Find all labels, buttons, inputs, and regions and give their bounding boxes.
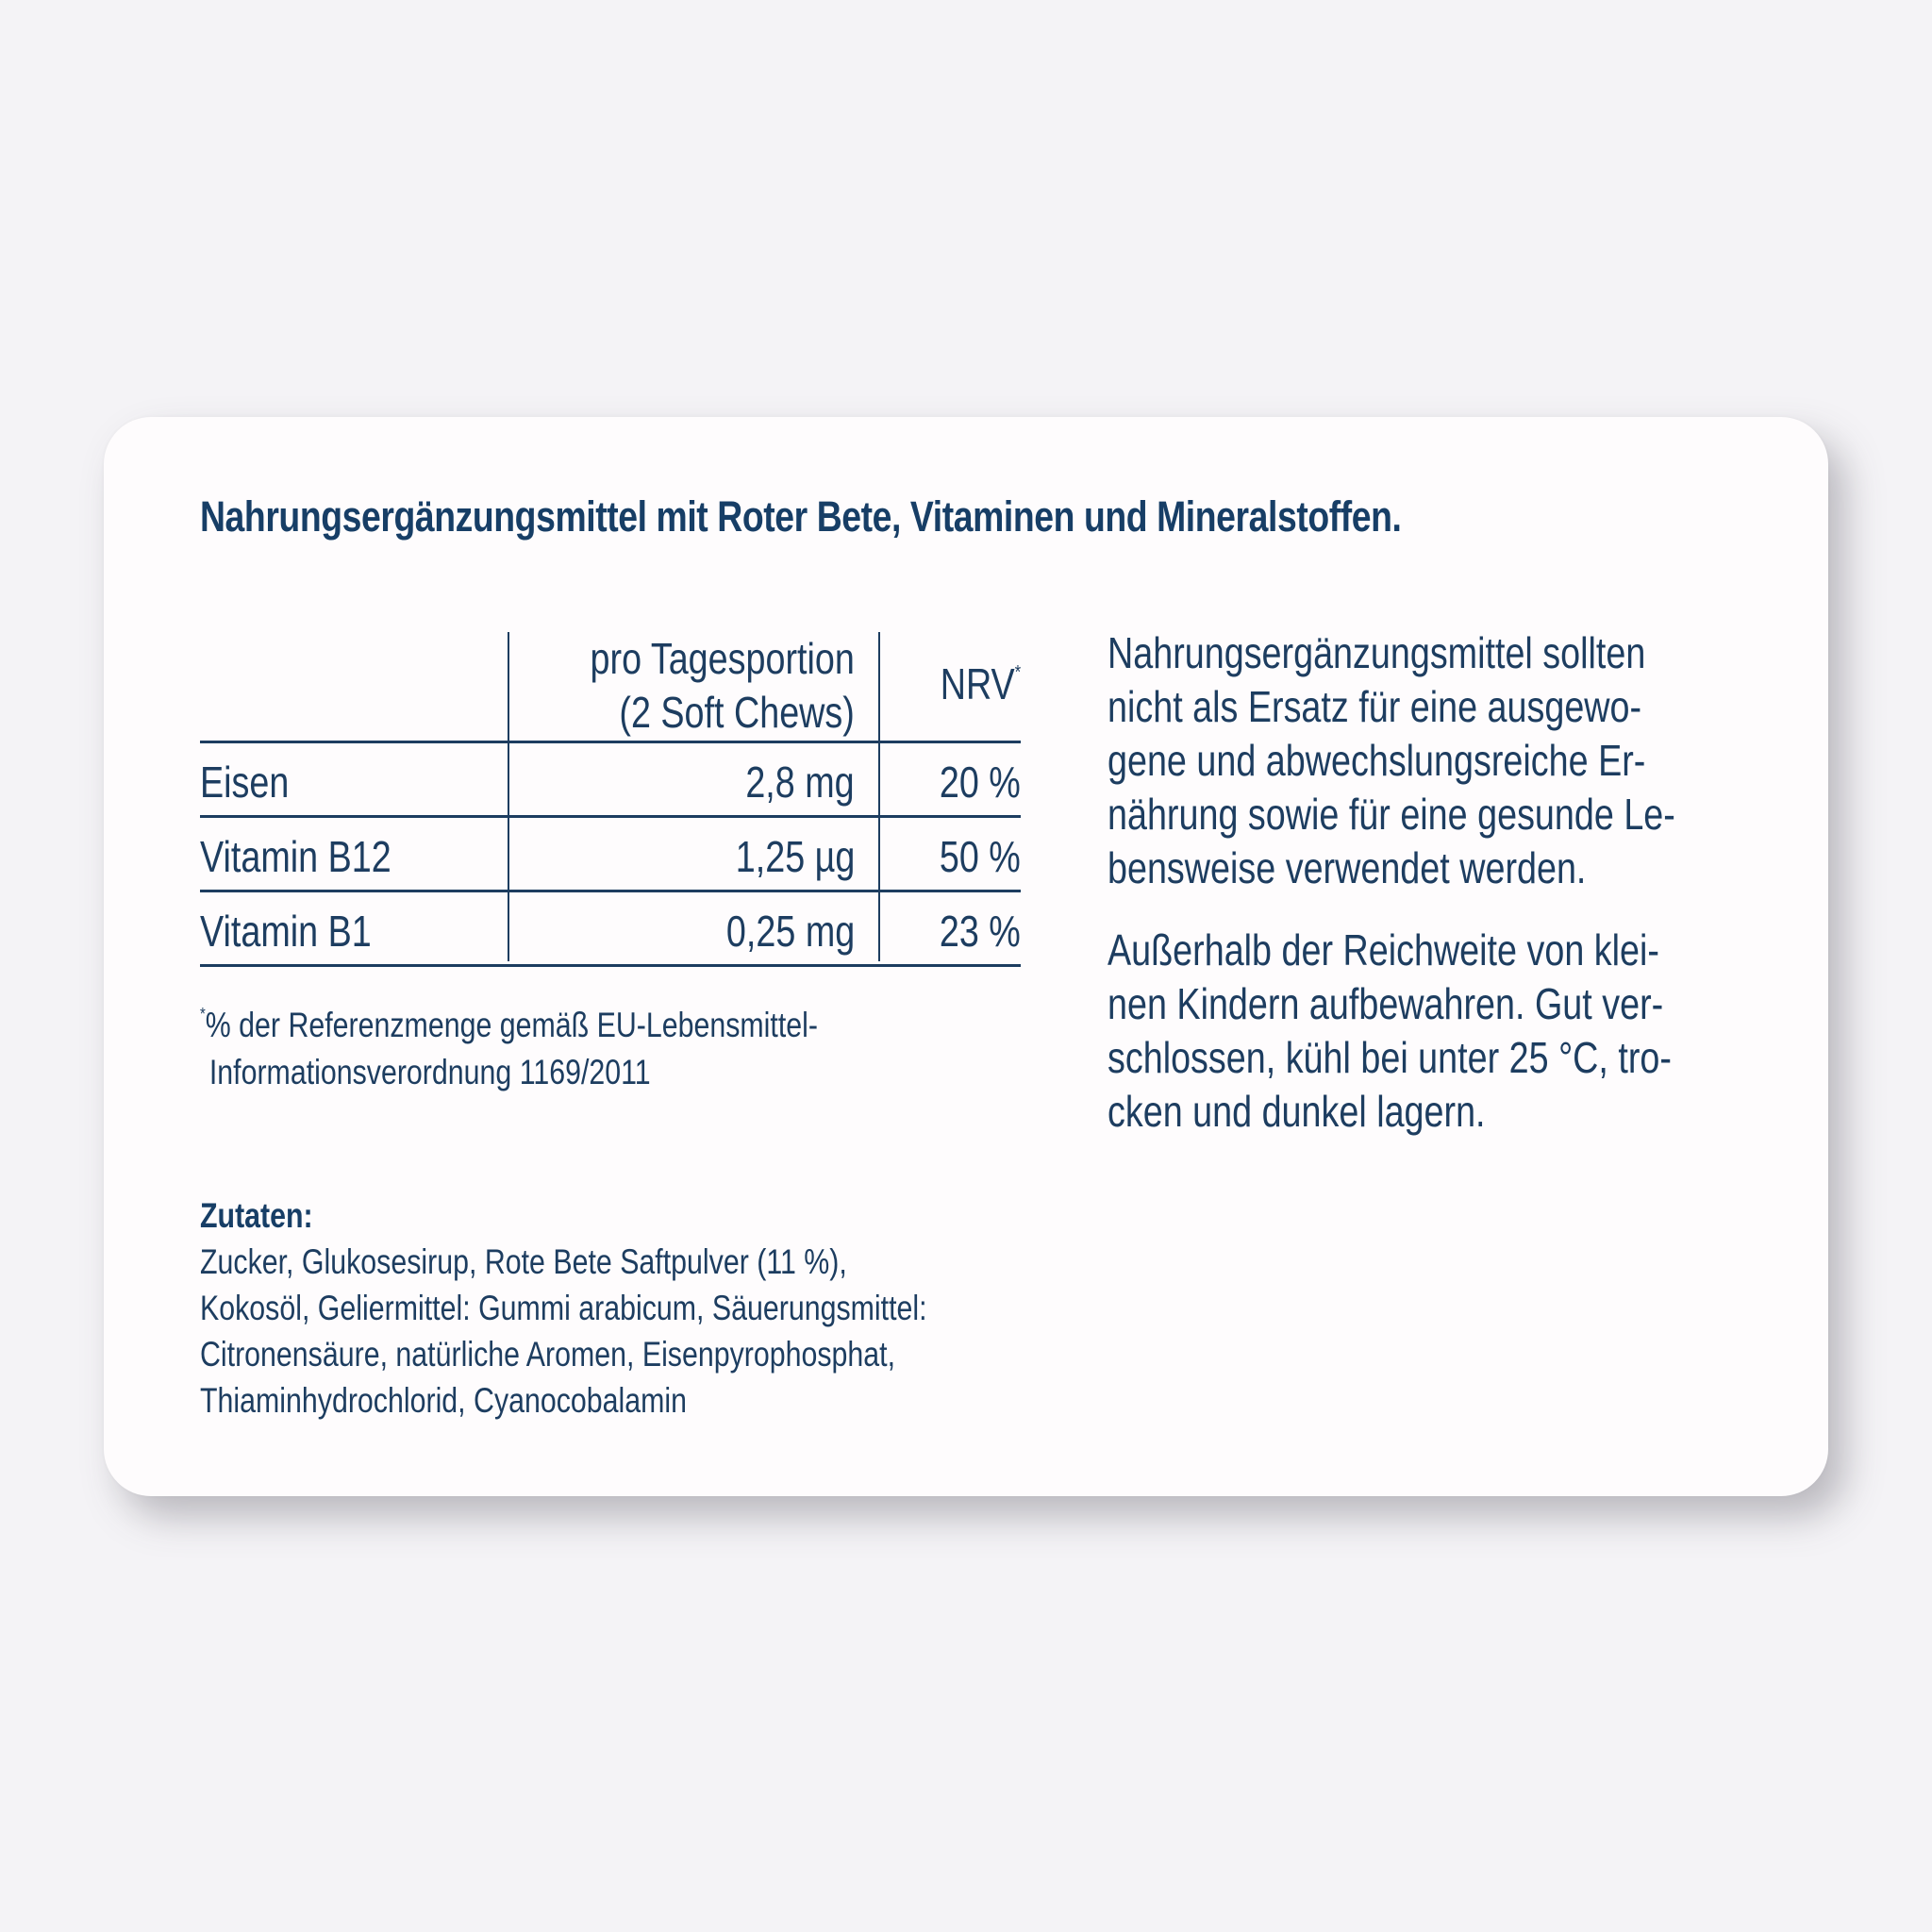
nutrition-table	[200, 632, 1021, 967]
nutrient-name: Vitamin B1	[200, 907, 372, 956]
ingredients-line: Citronensäure, natürliche Aromen, Eisenpyrophosphat,	[200, 1335, 896, 1374]
nutrient-nrv: 20 %	[940, 758, 1021, 807]
nutrient-name: Eisen	[200, 758, 290, 807]
nutrient-amount: 2,8 mg	[745, 758, 855, 807]
nutrient-amount: 0,25 mg	[725, 907, 855, 956]
nrv-header: NRV*	[940, 659, 1021, 708]
table-row	[200, 892, 1021, 967]
label-card	[104, 417, 1828, 1496]
product-title: Nahrungsergänzungsmittel mit Roter Bete, Vitaminen und Mineralstoffen.	[200, 492, 1402, 541]
notices-column	[1108, 626, 1800, 1167]
ingredients-line: Thiaminhydrochlorid, Cyanocobalamin	[200, 1381, 688, 1420]
ingredients-line: Kokosöl, Geliermittel: Gummi arabicum, Säuerungsmittel:	[200, 1289, 927, 1327]
nrv-footnote: *% der Referenzmenge gemäß EU-Lebensmittel- Informationsverordnung 1169/2011	[200, 1005, 818, 1091]
nutrient-nrv: 23 %	[940, 907, 1021, 956]
supplement-notice: Nahrungsergänzungsmittel sollten nicht als Ersatz für eine ausgewo- gene und abwechslungsreiche Er- nährung sowie für eine gesunde Le- bensweise verwendet werden.	[1108, 628, 1675, 892]
nutrient-amount: 1,25 µg	[735, 832, 855, 881]
table-row	[200, 743, 1021, 818]
ingredients-section	[200, 1192, 1087, 1424]
ingredients-heading: Zutaten:	[200, 1196, 313, 1235]
nutrition-table-header	[200, 632, 1021, 743]
portion-header: pro Tagesportion (2 Soft Chews)	[590, 634, 855, 737]
nutrient-nrv: 50 %	[940, 832, 1021, 881]
nutrient-name: Vitamin B12	[200, 832, 391, 881]
storage-notice: Außerhalb der Reichweite von klei- nen Kindern aufbewahren. Gut ver- schlossen, kühl bei unter 25 °C, tro- cken und dunkel lagern.	[1108, 925, 1672, 1136]
ingredients-line: Zucker, Glukosesirup, Rote Bete Saftpulver (11 %),	[200, 1242, 847, 1281]
table-row	[200, 818, 1021, 892]
